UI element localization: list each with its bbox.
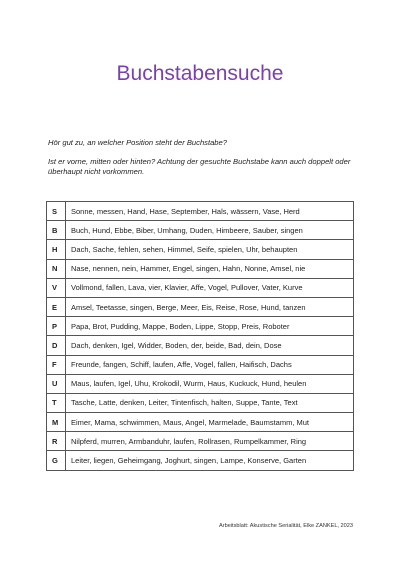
letter-cell: M: [47, 413, 66, 432]
words-cell: Amsel, Teetasse, singen, Berge, Meer, Eis, Reise, Rose, Hund, tanzen: [66, 297, 354, 316]
table-row: [47, 413, 354, 432]
footer-credit: Arbeitsblatt: Akustische Serialität, Elke ZANKEL, 2023: [218, 523, 353, 529]
table-row: [47, 432, 354, 451]
letter-cell: D: [47, 336, 66, 355]
letter-cell: U: [47, 374, 66, 393]
table-row: [47, 317, 354, 336]
letter-cell: N: [47, 259, 66, 278]
words-cell: Nilpferd, murren, Armbanduhr, laufen, Rollrasen, Rumpelkammer, Ring: [66, 432, 354, 451]
table-row: [47, 355, 354, 374]
table-row: [47, 278, 354, 297]
letter-cell: F: [47, 355, 66, 374]
letter-cell: B: [47, 221, 66, 240]
words-cell: Eimer, Mama, schwimmen, Maus, Angel, Marmelade, Baumstamm, Mut: [66, 413, 354, 432]
words-cell: Buch, Hund, Ebbe, Biber, Umhang, Duden, Himbeere, Sauber, singen: [66, 221, 354, 240]
words-cell: Vollmond, fallen, Lava, vier, Klavier, Affe, Vogel, Pullover, Vater, Kurve: [66, 278, 354, 297]
words-cell: Sonne, messen, Hand, Hase, September, Hals, wässern, Vase, Herd: [66, 202, 354, 221]
table-row: [47, 393, 354, 412]
table-row: [47, 221, 354, 240]
words-cell: Dach, Sache, fehlen, sehen, Himmel, Seife, spielen, Uhr, behaupten: [66, 240, 354, 259]
letter-search-table: [46, 201, 354, 471]
letter-cell: H: [47, 240, 66, 259]
letter-cell: T: [47, 393, 66, 412]
table-row: [47, 259, 354, 278]
words-cell: Nase, nennen, nein, Hammer, Engel, singen, Hahn, Nonne, Amsel, nie: [66, 259, 354, 278]
words-cell: Freunde, fangen, Schiff, laufen, Affe, Vogel, fallen, Haifisch, Dachs: [66, 355, 354, 374]
letter-cell: S: [47, 202, 66, 221]
table-row: [47, 336, 354, 355]
table-row: [47, 374, 354, 393]
letter-cell: E: [47, 297, 66, 316]
instruction-line-1: Hör gut zu, an welcher Position steht der Buchstabe?: [48, 138, 227, 147]
letter-cell: R: [47, 432, 66, 451]
words-cell: Papa, Brot, Pudding, Mappe, Boden, Lippe, Stopp, Preis, Roboter: [66, 317, 354, 336]
instructions: [48, 138, 358, 186]
table-row: [47, 202, 354, 221]
letter-cell: V: [47, 278, 66, 297]
letter-cell: G: [47, 451, 66, 470]
letter-cell: P: [47, 317, 66, 336]
table-row: [47, 297, 354, 316]
table-row: [47, 240, 354, 259]
instruction-line-2: Ist er vorne, mitten oder hinten? Achtung der gesuchte Buchstabe kann auch doppelt oder überhaupt nicht vorkommen.: [48, 156, 351, 176]
page-title: Buchstabensuche: [116, 62, 284, 85]
words-cell: Tasche, Latte, denken, Leiter, Tintenfisch, halten, Suppe, Tante, Text: [66, 393, 354, 412]
words-cell: Dach, denken, Igel, Widder, Boden, der, beide, Bad, dein, Dose: [66, 336, 354, 355]
words-cell: Leiter, liegen, Geheimgang, Joghurt, singen, Lampe, Konserve, Garten: [66, 451, 354, 470]
table-row: [47, 451, 354, 470]
words-cell: Maus, laufen, Igel, Uhu, Krokodil, Wurm, Haus, Kuckuck, Hund, heulen: [66, 374, 354, 393]
